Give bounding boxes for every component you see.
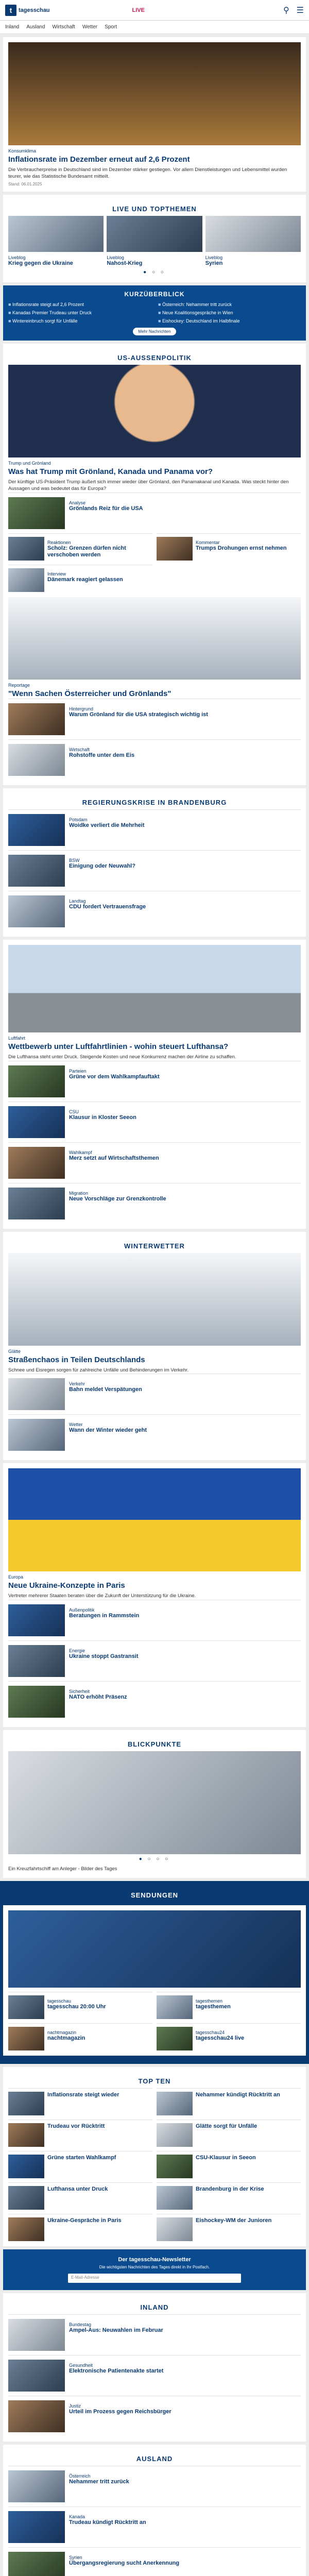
list-item-kicker: Verkehr [69,1381,85,1387]
sendungen-title: SENDUNGEN [130,1891,179,1899]
lead-story[interactable] [3,37,306,192]
list-item-kicker: Justiz [69,2403,81,2409]
grid-item-kicker: Kommentar [196,539,220,545]
list-item[interactable] [8,2355,301,2396]
blickpunkte-image[interactable] [8,1751,301,1854]
grid-item-image [8,568,44,592]
list-item-image [8,1188,65,1219]
top-bar [0,0,309,21]
grid-item-image [8,537,44,561]
briefing-item[interactable]: ■ Wintereinbruch sorgt für Unfälle [8,318,151,324]
list-item-image [8,1147,65,1179]
grid-item-kicker: tagesthemen [196,1998,223,2004]
list-item-title[interactable]: Klausur in Kloster Seeon [69,1114,136,1121]
list-item-kicker: Parteien [69,1068,87,1074]
list-item-kicker: Landtag [69,899,86,904]
lead-teaser: Die Verbraucherpreise in Deutschland sind im Dezember stärker gestiegen. Vor allem Dienstleistungen und Lebensmittel wurden teurer, wie das Statistische Bundesamt mitteilt. [8,166,287,179]
grid-item[interactable] [157,2023,301,2050]
winter-story-title[interactable]: Straßenchaos in Teilen Deutschlands [8,1355,145,1364]
us-lead-kicker: Trump und Grönland [8,461,51,466]
list-item-image [8,2470,65,2502]
lufthansa-kicker: Luftfahrt [8,1036,26,1041]
list-item-image [8,1686,65,1718]
list-item[interactable] [8,1414,301,1455]
newsletter-text: Die wichtigsten Nachrichten des Tages direkt in Ihr Postfach. [99,2264,210,2269]
ukraine-image [8,1468,301,1571]
feature-image [8,597,301,680]
topten-item[interactable] [157,2182,301,2210]
winter-title: WINTERWETTER [124,1242,185,1250]
list-item-title[interactable]: Elektronische Patientenakte startet [69,2367,164,2374]
inland-section [3,2293,306,2442]
topten-item[interactable] [157,2151,301,2178]
sub-navigation [0,21,309,34]
winter-kicker: Glätte [8,1348,21,1354]
lead-title[interactable]: Inflationsrate im Dezember erneut auf 2,6 Prozent [8,155,190,164]
carousel-dots[interactable]: ● ○ ○ ○ [139,1856,170,1862]
list-item-image [8,1065,65,1097]
list-item[interactable] [8,699,301,739]
list-item-image [8,2319,65,2351]
list-item[interactable] [8,891,301,931]
ukraine-section [3,1463,306,1727]
topten-item-title[interactable]: Trudeau vor Rücktritt [47,2123,105,2129]
briefing-item[interactable]: ■ Neue Koalitionsgespräche in Wien [158,310,301,315]
list-item-title[interactable]: NATO erhöht Präsenz [69,1693,127,1700]
grid-item-title[interactable]: tagesschau24 live [196,2035,245,2041]
list-item-title[interactable]: Neue Vorschläge zur Grenzkontrolle [69,1195,166,1202]
grid-item-title[interactable]: Trumps Drohungen ernst nehmen [196,545,287,551]
topten-item-title[interactable]: Lufthansa unter Druck [47,2185,108,2192]
list-item-image [8,2400,65,2432]
live-item-title[interactable]: Krieg gegen die Ukraine [8,260,73,267]
list-item-title[interactable]: CDU fordert Vertrauensfrage [69,904,146,910]
list-item-title[interactable]: Bahn meldet Verspätungen [69,1386,142,1393]
briefing-more-button[interactable]: Mehr Nachrichten [133,328,176,335]
topten-item-title[interactable]: Glätte sorgt für Unfälle [196,2123,258,2129]
nav-item-inland[interactable]: Inland [5,24,20,30]
topten-section [3,2067,306,2246]
grid-item-kicker: nachtmagazin [47,2029,77,2035]
topten-item-title[interactable]: Nehammer kündigt Rücktritt an [196,2091,280,2098]
logo-text: tagesschau [19,7,50,13]
list-item[interactable] [8,1183,301,1224]
grid-item[interactable] [157,533,301,561]
topten-item[interactable] [8,2088,152,2115]
feature-title[interactable]: "Wenn Sachen Österreicher und Grönlands" [8,689,171,698]
list-item[interactable] [8,1374,301,1414]
list-item[interactable] [8,2547,301,2576]
grid-item-title[interactable]: tagesschau 20:00 Uhr [47,2003,106,2010]
list-item-title[interactable]: Urteil im Prozess gegen Reichsbürger [69,2408,171,2415]
winter-section [3,1232,306,1461]
topten-item-image [157,2092,193,2115]
topten-item-image [8,2217,44,2241]
topten-item-title[interactable]: CSU-Klausur in Seeon [196,2154,256,2161]
us-lead-title[interactable]: Was hat Trump mit Grönland, Kanada und Panama vor? [8,467,213,477]
nav-item-wirtschaft[interactable]: Wirtschaft [52,24,75,30]
grid-item-title[interactable]: Dänemark reagiert gelassen [47,576,123,583]
list-item-kicker: Migration [69,1190,89,1196]
list-item-kicker: Potsdam [69,817,88,823]
brandenburg-title: REGIERUNGSKRISE IN BRANDENBURG [82,799,227,807]
inland-title: INLAND [140,2303,169,2311]
list-item-image [8,497,65,529]
grid-item[interactable] [8,1992,152,2019]
topten-item-image [8,2155,44,2178]
list-item[interactable] [8,1600,301,1640]
live-item[interactable] [107,216,202,267]
list-item[interactable] [8,1142,301,1183]
list-item[interactable] [8,1101,301,1142]
live-item-title[interactable]: Nahost-Krieg [107,260,143,267]
briefing-item[interactable]: ■ Inflationsrate steigt auf 2,6 Prozent [8,302,151,307]
list-item[interactable] [8,739,301,780]
list-item[interactable] [8,1640,301,1681]
winter-teaser: Schnee und Eisregen sorgen für zahlreiche Unfälle und Behinderungen im Verkehr. [8,1367,189,1373]
briefing-item[interactable]: ■ Österreich: Nehammer tritt zurück [158,302,301,307]
list-item-kicker: Wirtschaft [69,747,90,753]
list-item-kicker: Kanada [69,2514,85,2519]
topten-item-image [8,2092,44,2115]
list-item-title[interactable]: Übergangsregierung sucht Anerkennung [69,2560,180,2566]
brandenburg-section [3,788,306,937]
list-item-title[interactable]: Grüne vor dem Wahlkampfauftakt [69,1073,160,1080]
list-item[interactable] [8,2396,301,2436]
list-item[interactable] [8,2506,301,2547]
list-item[interactable] [8,850,301,891]
list-item-image [8,814,65,846]
list-item-image [8,2360,65,2392]
grid-item[interactable] [157,1992,301,2019]
ausland-section [3,2445,306,2576]
blickpunkte-caption: Ein Kreuzfahrtschiff am Anleger - Bilder des Tages [8,1866,117,1872]
list-item-title[interactable]: Einigung oder Neuwahl? [69,863,135,870]
grid-item-title[interactable]: nachtmagazin [47,2035,85,2041]
nav-item-ausland[interactable]: Ausland [26,24,45,30]
topten-item[interactable] [157,2214,301,2241]
lufthansa-image [8,945,301,1032]
topten-item-image [157,2186,193,2210]
grid-item-kicker: tagesschau [47,1998,72,2004]
live-item[interactable] [205,216,301,267]
list-item-kicker: Wahlkampf [69,1149,92,1155]
winter-image [8,1253,301,1346]
list-item[interactable] [8,809,301,850]
live-item-image [107,216,202,252]
topten-item[interactable] [157,2120,301,2147]
lead-kicker: Konsumklima [8,148,37,154]
list-item-image [8,1378,65,1410]
newsletter-email-field[interactable]: E-Mail-Adresse [68,2274,241,2283]
list-item-kicker: Syrien [69,2554,82,2560]
live-item-image [8,216,104,252]
list-item-kicker: Außenpolitik [69,1607,95,1613]
list-item-image [8,2511,65,2543]
us-section-title: US-AUSSENPOLITIK [117,354,192,362]
briefing-item[interactable]: ■ Eishockey: Deutschland im Halbfinale [158,318,301,324]
list-item-kicker: Sicherheit [69,1688,90,1694]
topten-item-title[interactable]: Grüne starten Wahlkampf [47,2154,116,2161]
list-item-image [8,1419,65,1451]
grid-item-image [157,537,193,561]
list-item-title[interactable]: Wann der Winter wieder geht [69,1427,147,1434]
list-item-title[interactable]: Warum Grönland für die USA strategisch wichtig ist [69,711,208,718]
briefing-item[interactable]: ■ Kanadas Premier Trudeau unter Druck [8,310,151,315]
lufthansa-section [3,940,306,1229]
topten-item-title[interactable]: Eishockey-WM der Junioren [196,2217,272,2224]
ausland-title: AUSLAND [136,2454,173,2463]
list-item-title[interactable]: Ampel-Aus: Neuwahlen im Februar [69,2327,163,2333]
list-item-kicker: Analyse [69,500,86,505]
sendungen-card [3,1905,306,2056]
live-section-title: LIVE UND TOPTHEMEN [112,205,197,213]
us-section [3,344,306,785]
ukraine-teaser: Vertreter mehrerer Staaten beraten über die Zukunft der Unterstützung für die Ukraine. [8,1593,196,1599]
topten-item-image [8,2123,44,2147]
live-item-kicker: Liveblog [107,255,124,261]
grid-item-kicker: tagesschau24 [196,2029,225,2035]
live-item-title[interactable]: Syrien [205,260,223,267]
live-item[interactable] [8,216,104,267]
newsletter-title: Der tagesschau-Newsletter [118,2256,191,2263]
topten-item[interactable] [8,2120,152,2147]
search-icon[interactable]: ⚲ [283,6,289,15]
lead-image [8,42,301,145]
grid-item-image [8,1995,44,2019]
lead-meta: Stand: 06.01.2025 [8,182,42,187]
list-item[interactable] [8,2314,301,2355]
topten-item-image [157,2217,193,2241]
list-item[interactable] [8,1061,301,1101]
list-item[interactable] [8,1681,301,1722]
briefing-title: KURZÜBERBLICK [124,291,185,298]
blickpunkte-section [3,1730,306,1878]
live-badge[interactable]: LIVE [132,7,145,13]
blickpunkte-title: BLICKPUNKTE [127,1740,182,1748]
topten-item-image [157,2123,193,2147]
live-section [3,195,306,282]
list-item-kicker: BSW [69,858,80,863]
list-item-title[interactable]: Woidke verliert die Mehrheit [69,822,145,829]
list-item-kicker: CSU [69,1109,79,1114]
sendungen-image[interactable] [8,1910,301,1988]
topten-item[interactable] [8,2151,152,2178]
live-item-kicker: Liveblog [205,255,223,261]
list-item-image [8,1604,65,1636]
briefing-box [3,285,306,341]
logo-mark: t [5,5,16,16]
topten-item[interactable] [8,2182,152,2210]
grid-item-title[interactable]: tagesthemen [196,2003,231,2010]
topten-item-image [8,2186,44,2210]
grid-item-title[interactable]: Scholz: Grenzen dürfen nicht verschoben werden [47,545,126,558]
list-item-kicker: Bundestag [69,2321,92,2327]
grid-item-kicker: Interview [47,571,66,577]
list-item-image [8,855,65,887]
us-lead-teaser: Der künftige US-Präsident Trump äußert sich immer wieder über Grönland, den Panamakanal und Kanada. Was steckt hinter den Aussagen und was bedeutet das für Europa? [8,479,289,492]
grid-item-image [8,2027,44,2050]
topten-item-title[interactable]: Ukraine-Gespräche in Paris [47,2217,122,2224]
list-item-image [8,2552,65,2576]
list-item[interactable] [8,493,301,533]
ukraine-title[interactable]: Neue Ukraine-Konzepte in Paris [8,1581,125,1590]
list-item-title[interactable]: Trudeau kündigt Rücktritt an [69,2519,146,2526]
list-item-kicker: Hintergrund [69,706,94,712]
us-lead-image [8,365,301,457]
topten-title: TOP TEN [138,2077,171,2085]
nav-item-wetter[interactable]: Wetter [82,24,98,30]
topten-item-title[interactable]: Inflationsrate steigt wieder [47,2091,119,2098]
list-item-image [8,895,65,927]
grid-item-kicker: Reaktionen [47,539,71,545]
live-item-kicker: Liveblog [8,255,26,261]
list-item-image [8,744,65,776]
sendungen-section [0,1881,309,2064]
list-item-title[interactable]: Nehammer tritt zurück [69,2478,129,2485]
list-item-title[interactable]: Beratungen in Rammstein [69,1612,140,1619]
list-item-kicker: Energie [69,1648,85,1653]
nav-item-sport[interactable]: Sport [105,24,117,30]
grid-item[interactable] [8,533,152,561]
grid-item-image [157,1995,193,2019]
feature-kicker: Reportage [8,682,30,688]
list-item-image [8,703,65,735]
lufthansa-teaser: Die Lufthansa steht unter Druck. Steigende Kosten und neue Konkurrenz machen der Airline zu schaffen. [8,1054,236,1060]
topten-item[interactable] [157,2088,301,2115]
list-item-title[interactable]: Grönlands Reiz für die USA [69,505,143,512]
list-item-title[interactable]: Ukraine stoppt Gastransit [69,1653,139,1659]
grid-item[interactable] [8,565,152,592]
newsletter-box [3,2249,306,2290]
topten-item[interactable] [8,2214,152,2241]
list-item-kicker: Gesundheit [69,2362,93,2368]
ukraine-kicker: Europa [8,1574,24,1580]
live-item-image [205,216,301,252]
logo[interactable] [5,5,50,16]
list-item-kicker: Wetter [69,1422,83,1428]
lufthansa-title[interactable]: Wettbewerb unter Luftfahrtlinien - wohin steuert Lufthansa? [8,1042,229,1052]
topten-item-image [157,2155,193,2178]
list-item-title[interactable]: Rohstoffe unter dem Eis [69,752,135,759]
topten-item-title[interactable]: Brandenburg in der Krise [196,2185,264,2192]
menu-icon[interactable]: ☰ [296,6,304,15]
carousel-dots[interactable]: ● ○ ○ [143,269,166,276]
list-item-image [8,1645,65,1677]
list-item-kicker: Österreich [69,2473,91,2479]
grid-item-image [157,2027,193,2050]
list-item[interactable] [8,2466,301,2506]
list-item-title[interactable]: Merz setzt auf Wirtschaftsthemen [69,1155,159,1161]
grid-item[interactable] [8,2023,152,2050]
list-item-image [8,1106,65,1138]
